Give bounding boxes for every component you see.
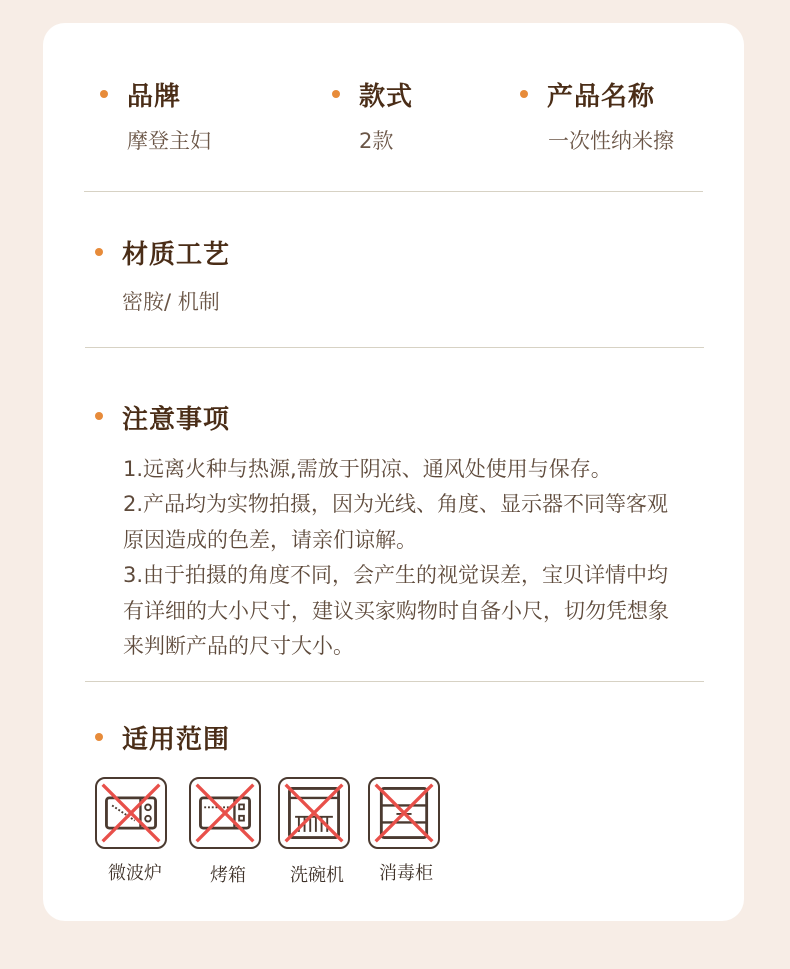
usage-label: 消毒柜 — [379, 863, 433, 884]
material-value: 密胺/ 机制 — [122, 290, 220, 314]
usage-label: 微波炉 — [108, 863, 162, 884]
divider — [85, 681, 704, 682]
bullet-icon — [100, 90, 108, 98]
divider — [84, 191, 703, 192]
notes-title: 注意事项 — [122, 405, 231, 435]
sterilizer-cabinet-crossed-icon — [368, 777, 440, 849]
bullet-icon — [520, 90, 528, 98]
material-label: 材质工艺 — [122, 240, 231, 270]
bullet-icon — [95, 733, 103, 741]
usage-title: 适用范围 — [122, 725, 231, 755]
note-line: 3.由于拍摄的角度不同，会产生的视觉误差，宝贝详情中均 — [123, 563, 669, 587]
product-name-label: 产品名称 — [547, 82, 656, 112]
brand-label: 品牌 — [127, 82, 182, 112]
divider — [85, 347, 704, 348]
note-line: 2.产品均为实物拍摄，因为光线、角度、显示器不同等客观 — [123, 492, 669, 516]
product-name-value: 一次性纳米擦 — [548, 129, 674, 153]
note-line: 来判断产品的尺寸大小。 — [123, 634, 354, 658]
note-line: 原因造成的色差，请亲们谅解。 — [123, 528, 417, 552]
note-line: 有详细的大小尺寸，建议买家购物时自备小尺，切勿凭想象 — [123, 599, 669, 623]
brand-value: 摩登主妇 — [127, 129, 211, 153]
usage-label: 洗碗机 — [290, 865, 344, 886]
style-label: 款式 — [359, 82, 414, 112]
product-info-card — [43, 23, 744, 921]
dishwasher-crossed-icon — [278, 777, 350, 849]
note-line: 1.远离火种与热源,需放于阴凉、通风处使用与保存。 — [123, 457, 612, 481]
bullet-icon — [332, 90, 340, 98]
oven-crossed-icon — [189, 777, 261, 849]
style-value: 2款 — [359, 129, 394, 153]
usage-label: 烤箱 — [210, 865, 246, 886]
bullet-icon — [95, 248, 103, 256]
bullet-icon — [95, 412, 103, 420]
microwave-crossed-icon — [95, 777, 167, 849]
